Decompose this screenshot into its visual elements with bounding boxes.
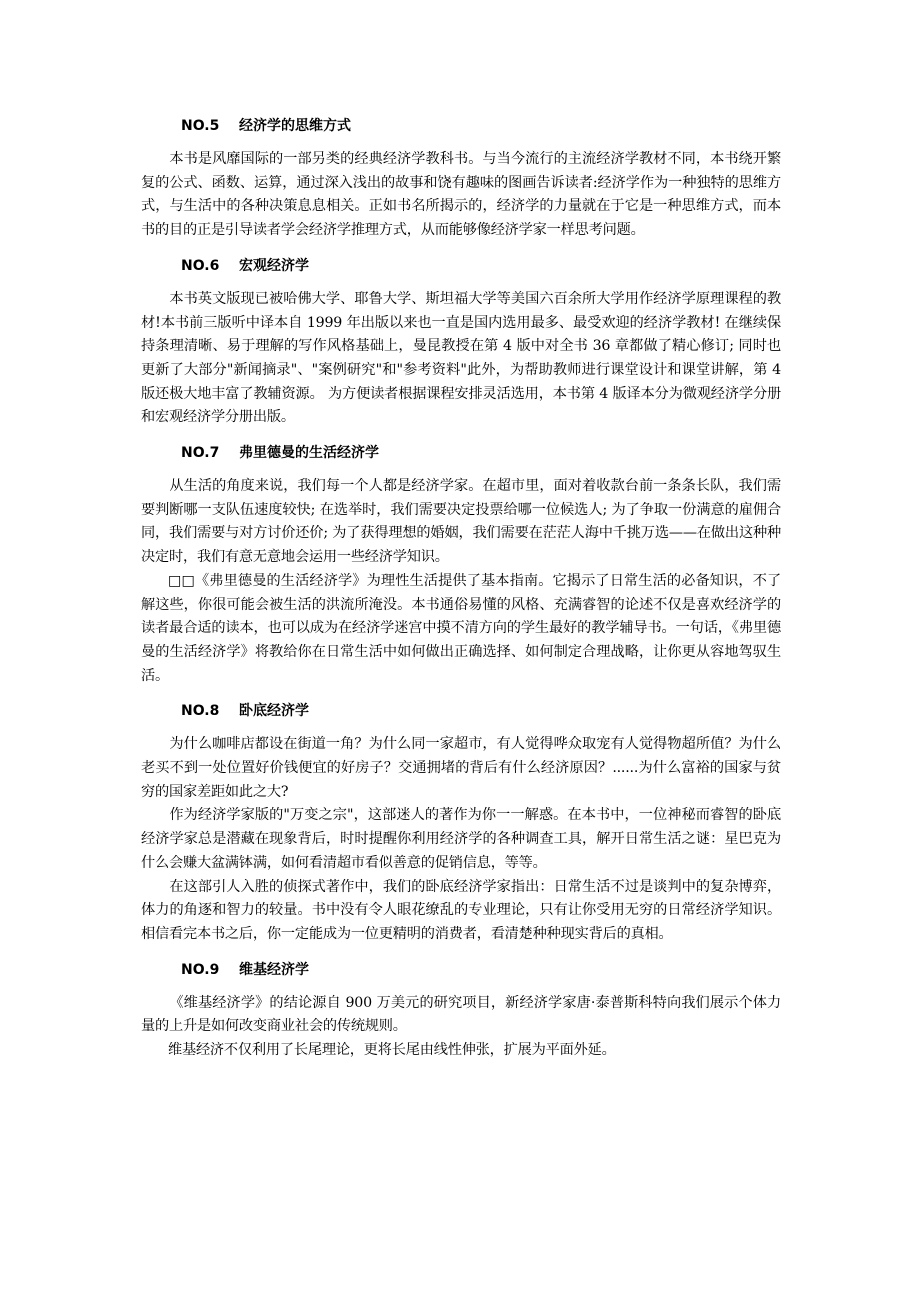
section-no8	[141, 697, 781, 946]
section-heading	[181, 956, 781, 984]
section-heading	[181, 697, 781, 725]
section-no9	[141, 956, 781, 1063]
paragraph: 本书是风靡国际的一部另类的经典经济学教科书。与当今流行的主流经济学教材不同，本书绕开繁复的公式、函数、运算，通过深入浅出的故事和饶有趣味的图画告诉读者:经济学作为一种独特的思维方式，与生活中的各种决策息息相关。正如书名所揭示的，经济学的力量就在于它是一种思维方式，而本书的目的正是引导读者学会经济学推理方式，从而能够像经济学家一样思考问题。	[141, 151, 781, 239]
document-page	[141, 112, 781, 1063]
paragraph: 《维基经济学》的结论源自 900 万美元的研究项目，新经济学家唐·泰普斯科特向我们展示个体力量的上升是如何改变商业社会的传统规则。	[141, 994, 781, 1035]
section-no7	[141, 439, 781, 688]
section-no6	[141, 252, 781, 430]
section-heading	[181, 252, 781, 280]
paragraph: □□《弗里德曼的生活经济学》为理性生活提供了基本指南。它揭示了日常生活的必备知识，不了解这些，你很可能会被生活的洪流所淹没。本书通俗易懂的风格、充满睿智的论述不仅是喜欢经济学的读者最合适的读本，也可以成为在经济学迷宫中摸不清方向的学生最好的教学辅导书。一句话，《弗里德曼的生活经济学》将教给你在日常生活中如何做出正确选择、如何制定合理战略，让你更从容地驾驭生活。	[141, 572, 781, 684]
section-no5	[141, 112, 781, 243]
paragraph: 本书英文版现已被哈佛大学、耶鲁大学、斯坦福大学等美国六百余所大学用作经济学原理课程的教材!本书前三版听中译本自 1999 年出版以来也一直是国内选用最多、最受欢迎的经济学教材! 在继续保持条理清晰、易于理解的写作风格基础上，曼昆教授在第 4 版中对全书 36 章都做了精心修订; 同时也更新了大部分"新闻摘录"、"案例研究"和"参考资料"此外，为帮助教师进行课堂设计和课堂讲解，第 4 版还极大地丰富了教辅资源。 为方便读者根据课程安排灵活选用，本书第 4 版译本分为微观经济学分册和宏观经济学分册出版。	[141, 290, 781, 426]
paragraph: 为什么咖啡店都设在街道一角？为什么同一家超市，有人觉得哗众取宠有人觉得物超所值？为什么老买不到一处位置好价钱便宜的好房子？交通拥堵的背后有什么经济原因？......为什么富裕的国家与贫穷的国家差距如此之大?	[141, 736, 781, 800]
section-title: 卧底经济学	[239, 703, 309, 720]
section-title: 经济学的思维方式	[239, 118, 351, 134]
section-title: 弗里德曼的生活经济学	[239, 445, 379, 462]
section-number: NO.9	[181, 961, 220, 978]
paragraph: 维基经济不仅利用了长尾理论，更将长尾由线性伸张，扩展为平面外延。	[167, 1042, 616, 1059]
paragraph: 从生活的角度来说，我们每一个人都是经济学家。在超市里，面对着收款台前一条条长队，我们需要判断哪一支队伍速度较快; 在选举时，我们需要决定投票给哪一位候选人; 为了争取一份满意的雇佣合同，我们需要与对方讨价还价; 为了获得理想的婚姻，我们需要在茫茫人海中千挑万选——在做出这种种决定时，我们有意无意地会运用一些经济学知识。	[141, 478, 781, 566]
section-title: 维基经济学	[239, 961, 309, 978]
paragraph: 在这部引人入胜的侦探式著作中，我们的卧底经济学家指出：日常生活不过是谈判中的复杂博弈，体力的角逐和智力的较量。书中没有令人眼花缭乱的专业理论，只有让你受用无穷的日常经济学知识。相信看完本书之后，你一定能成为一位更精明的消费者，看清楚种种现实背后的真相。	[141, 878, 781, 942]
section-number: NO.8	[181, 703, 220, 720]
paragraph: 作为经济学家版的"万变之宗"，这部迷人的著作为你一一解惑。在本书中，一位神秘而睿智的卧底经济学家总是潜藏在现象背后，时时提醒你利用经济学的各种调查工具，解开日常生活之谜：星巴克为什么会赚大盆满钵满，如何看清超市看似善意的促销信息，等等。	[141, 807, 781, 871]
section-heading	[181, 439, 781, 467]
section-number: NO.7	[181, 445, 220, 462]
section-title: 宏观经济学	[239, 257, 309, 274]
section-number: NO.6	[181, 257, 220, 274]
section-heading	[181, 112, 781, 140]
section-number: NO.5	[181, 118, 220, 134]
